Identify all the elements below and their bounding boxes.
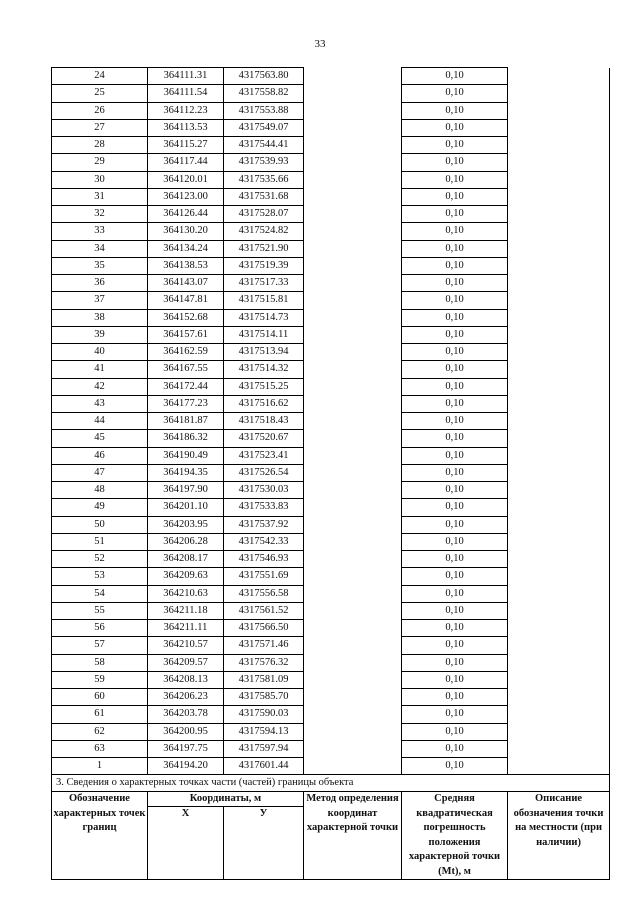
- method-cell: [304, 361, 402, 378]
- description-cell: [508, 637, 610, 654]
- point-number-cell: 30: [52, 171, 148, 188]
- method-cell: [304, 206, 402, 223]
- accuracy-cell: 0,10: [402, 119, 508, 136]
- x-coordinate-cell: 364123.00: [148, 188, 224, 205]
- point-number-cell: 40: [52, 344, 148, 361]
- description-cell: [508, 119, 610, 136]
- method-cell: [304, 499, 402, 516]
- point-number-cell: 43: [52, 395, 148, 412]
- accuracy-cell: 0,10: [402, 602, 508, 619]
- table-row: [52, 430, 610, 447]
- y-coordinate-cell: 4317546.93: [224, 551, 304, 568]
- y-coordinate-cell: 4317535.66: [224, 171, 304, 188]
- description-cell: [508, 171, 610, 188]
- y-coordinate-cell: 4317597.94: [224, 740, 304, 757]
- point-number-cell: 54: [52, 585, 148, 602]
- x-coordinate-cell: 364120.01: [148, 171, 224, 188]
- x-coordinate-cell: 364138.53: [148, 257, 224, 274]
- x-coordinate-cell: 364112.23: [148, 102, 224, 119]
- point-number-cell: 49: [52, 499, 148, 516]
- y-coordinate-cell: 4317581.09: [224, 671, 304, 688]
- point-number-cell: 39: [52, 326, 148, 343]
- method-cell: [304, 292, 402, 309]
- x-coordinate-cell: 364206.23: [148, 689, 224, 706]
- description-cell: [508, 585, 610, 602]
- description-cell: [508, 257, 610, 274]
- y-coordinate-cell: 4317518.43: [224, 413, 304, 430]
- accuracy-cell: 0,10: [402, 206, 508, 223]
- table-row: [52, 344, 610, 361]
- table-row: [52, 275, 610, 292]
- table-row: [52, 119, 610, 136]
- x-coordinate-cell: 364203.95: [148, 516, 224, 533]
- description-cell: [508, 516, 610, 533]
- section3-title: 3. Сведения о характерных точках части (частей) границы объекта: [52, 775, 610, 792]
- point-number-cell: 27: [52, 119, 148, 136]
- table-row: [52, 240, 610, 257]
- point-number-cell: 36: [52, 275, 148, 292]
- description-cell: [508, 464, 610, 481]
- accuracy-cell: 0,10: [402, 275, 508, 292]
- header-coordinates: Координаты, м: [148, 792, 304, 807]
- accuracy-cell: 0,10: [402, 533, 508, 550]
- header-point-designation: Обозначение характерных точек границ: [52, 792, 148, 880]
- header-method: Метод определения координат характерной точки: [304, 792, 402, 880]
- table-row: [52, 413, 610, 430]
- method-cell: [304, 102, 402, 119]
- description-cell: [508, 275, 610, 292]
- y-coordinate-cell: 4317516.62: [224, 395, 304, 412]
- point-number-cell: 32: [52, 206, 148, 223]
- y-coordinate-cell: 4317519.39: [224, 257, 304, 274]
- y-coordinate-cell: 4317517.33: [224, 275, 304, 292]
- method-cell: [304, 533, 402, 550]
- table-row: [52, 602, 610, 619]
- point-number-cell: 53: [52, 568, 148, 585]
- method-cell: [304, 637, 402, 654]
- accuracy-cell: 0,10: [402, 171, 508, 188]
- description-cell: [508, 758, 610, 775]
- accuracy-cell: 0,10: [402, 154, 508, 171]
- page-number: 33: [314, 38, 326, 50]
- table-row: [52, 689, 610, 706]
- method-cell: [304, 430, 402, 447]
- description-cell: [508, 206, 610, 223]
- accuracy-cell: 0,10: [402, 551, 508, 568]
- method-cell: [304, 188, 402, 205]
- accuracy-cell: 0,10: [402, 740, 508, 757]
- y-coordinate-cell: 4317530.03: [224, 482, 304, 499]
- description-cell: [508, 447, 610, 464]
- accuracy-cell: 0,10: [402, 378, 508, 395]
- x-coordinate-cell: 364113.53: [148, 119, 224, 136]
- x-coordinate-cell: 364181.87: [148, 413, 224, 430]
- accuracy-cell: 0,10: [402, 706, 508, 723]
- accuracy-cell: 0,10: [402, 499, 508, 516]
- x-coordinate-cell: 364211.18: [148, 602, 224, 619]
- description-cell: [508, 223, 610, 240]
- accuracy-cell: 0,10: [402, 637, 508, 654]
- accuracy-cell: 0,10: [402, 85, 508, 102]
- accuracy-cell: 0,10: [402, 240, 508, 257]
- description-cell: [508, 689, 610, 706]
- table-row: [52, 257, 610, 274]
- method-cell: [304, 309, 402, 326]
- y-coordinate-cell: 4317544.41: [224, 137, 304, 154]
- table-row: [52, 516, 610, 533]
- y-coordinate-cell: 4317514.11: [224, 326, 304, 343]
- x-coordinate-cell: 364208.17: [148, 551, 224, 568]
- accuracy-cell: 0,10: [402, 464, 508, 481]
- accuracy-cell: 0,10: [402, 326, 508, 343]
- accuracy-cell: 0,10: [402, 568, 508, 585]
- method-cell: [304, 137, 402, 154]
- point-number-cell: 1: [52, 758, 148, 775]
- method-cell: [304, 223, 402, 240]
- accuracy-cell: 0,10: [402, 257, 508, 274]
- x-coordinate-cell: 364206.28: [148, 533, 224, 550]
- method-cell: [304, 240, 402, 257]
- table-row: [52, 482, 610, 499]
- y-coordinate-cell: 4317520.67: [224, 430, 304, 447]
- method-cell: [304, 740, 402, 757]
- point-number-cell: 57: [52, 637, 148, 654]
- point-number-cell: 62: [52, 723, 148, 740]
- y-coordinate-cell: 4317576.32: [224, 654, 304, 671]
- method-cell: [304, 378, 402, 395]
- point-number-cell: 26: [52, 102, 148, 119]
- table-row: [52, 620, 610, 637]
- point-number-cell: 59: [52, 671, 148, 688]
- x-coordinate-cell: 364130.20: [148, 223, 224, 240]
- x-coordinate-cell: 364134.24: [148, 240, 224, 257]
- y-coordinate-cell: 4317524.82: [224, 223, 304, 240]
- y-coordinate-cell: 4317549.07: [224, 119, 304, 136]
- y-coordinate-cell: 4317556.58: [224, 585, 304, 602]
- accuracy-cell: 0,10: [402, 482, 508, 499]
- table-row: [52, 223, 610, 240]
- accuracy-cell: 0,10: [402, 344, 508, 361]
- x-coordinate-cell: 364194.20: [148, 758, 224, 775]
- method-cell: [304, 602, 402, 619]
- description-cell: [508, 326, 610, 343]
- x-coordinate-cell: 364117.44: [148, 154, 224, 171]
- x-coordinate-cell: 364172.44: [148, 378, 224, 395]
- accuracy-cell: 0,10: [402, 188, 508, 205]
- x-coordinate-cell: 364210.63: [148, 585, 224, 602]
- header-x: X: [148, 807, 224, 880]
- accuracy-cell: 0,10: [402, 689, 508, 706]
- description-cell: [508, 654, 610, 671]
- point-number-cell: 45: [52, 430, 148, 447]
- point-number-cell: 41: [52, 361, 148, 378]
- point-number-cell: 29: [52, 154, 148, 171]
- method-cell: [304, 482, 402, 499]
- accuracy-cell: 0,10: [402, 654, 508, 671]
- y-coordinate-cell: 4317515.25: [224, 378, 304, 395]
- table-row: [52, 326, 610, 343]
- description-cell: [508, 533, 610, 550]
- accuracy-cell: 0,10: [402, 430, 508, 447]
- accuracy-cell: 0,10: [402, 292, 508, 309]
- x-coordinate-cell: 364157.61: [148, 326, 224, 343]
- accuracy-cell: 0,10: [402, 137, 508, 154]
- y-coordinate-cell: 4317526.54: [224, 464, 304, 481]
- description-cell: [508, 102, 610, 119]
- point-number-cell: 44: [52, 413, 148, 430]
- x-coordinate-cell: 364200.95: [148, 723, 224, 740]
- point-number-cell: 52: [52, 551, 148, 568]
- description-cell: [508, 413, 610, 430]
- point-number-cell: 35: [52, 257, 148, 274]
- description-cell: [508, 240, 610, 257]
- point-number-cell: 55: [52, 602, 148, 619]
- description-cell: [508, 430, 610, 447]
- point-number-cell: 50: [52, 516, 148, 533]
- accuracy-cell: 0,10: [402, 102, 508, 119]
- method-cell: [304, 551, 402, 568]
- y-coordinate-cell: 4317514.73: [224, 309, 304, 326]
- method-cell: [304, 758, 402, 775]
- description-cell: [508, 68, 610, 85]
- table-row: [52, 585, 610, 602]
- y-coordinate-cell: 4317561.52: [224, 602, 304, 619]
- x-coordinate-cell: 364147.81: [148, 292, 224, 309]
- y-coordinate-cell: 4317571.46: [224, 637, 304, 654]
- method-cell: [304, 275, 402, 292]
- accuracy-cell: 0,10: [402, 413, 508, 430]
- x-coordinate-cell: 364209.57: [148, 654, 224, 671]
- description-cell: [508, 568, 610, 585]
- x-coordinate-cell: 364152.68: [148, 309, 224, 326]
- point-number-cell: 48: [52, 482, 148, 499]
- y-coordinate-cell: 4317539.93: [224, 154, 304, 171]
- point-number-cell: 37: [52, 292, 148, 309]
- point-number-cell: 28: [52, 137, 148, 154]
- accuracy-cell: 0,10: [402, 585, 508, 602]
- y-coordinate-cell: 4317553.88: [224, 102, 304, 119]
- accuracy-cell: 0,10: [402, 723, 508, 740]
- table-row: [52, 206, 610, 223]
- coordinates-table: [51, 67, 610, 775]
- table-row: [52, 137, 610, 154]
- accuracy-cell: 0,10: [402, 620, 508, 637]
- method-cell: [304, 706, 402, 723]
- y-coordinate-cell: 4317523.41: [224, 447, 304, 464]
- y-coordinate-cell: 4317514.32: [224, 361, 304, 378]
- table-row: [52, 188, 610, 205]
- point-number-cell: 58: [52, 654, 148, 671]
- point-number-cell: 61: [52, 706, 148, 723]
- header-description: Описание обозначения точки на местности (при наличии): [508, 792, 610, 880]
- method-cell: [304, 516, 402, 533]
- y-coordinate-cell: 4317533.83: [224, 499, 304, 516]
- description-cell: [508, 309, 610, 326]
- table-row: [52, 154, 610, 171]
- method-cell: [304, 171, 402, 188]
- section3-table: [51, 774, 610, 880]
- x-coordinate-cell: 364209.63: [148, 568, 224, 585]
- accuracy-cell: 0,10: [402, 671, 508, 688]
- x-coordinate-cell: 364162.59: [148, 344, 224, 361]
- table-row: [52, 671, 610, 688]
- description-cell: [508, 602, 610, 619]
- x-coordinate-cell: 364190.49: [148, 447, 224, 464]
- table-row: [52, 533, 610, 550]
- accuracy-cell: 0,10: [402, 395, 508, 412]
- x-coordinate-cell: 364208.13: [148, 671, 224, 688]
- method-cell: [304, 413, 402, 430]
- table-row: [52, 85, 610, 102]
- description-cell: [508, 706, 610, 723]
- table-row: [52, 464, 610, 481]
- table-row: [52, 568, 610, 585]
- coordinates-table-body: [52, 68, 610, 775]
- method-cell: [304, 654, 402, 671]
- method-cell: [304, 257, 402, 274]
- description-cell: [508, 740, 610, 757]
- point-number-cell: 25: [52, 85, 148, 102]
- table-row: [52, 499, 610, 516]
- description-cell: [508, 85, 610, 102]
- x-coordinate-cell: 364197.90: [148, 482, 224, 499]
- x-coordinate-cell: 364201.10: [148, 499, 224, 516]
- table-row: [52, 723, 610, 740]
- x-coordinate-cell: 364111.54: [148, 85, 224, 102]
- table-row: [52, 68, 610, 85]
- y-coordinate-cell: 4317551.69: [224, 568, 304, 585]
- method-cell: [304, 68, 402, 85]
- method-cell: [304, 723, 402, 740]
- y-coordinate-cell: 4317542.33: [224, 533, 304, 550]
- description-cell: [508, 361, 610, 378]
- x-coordinate-cell: 364115.27: [148, 137, 224, 154]
- y-coordinate-cell: 4317531.68: [224, 188, 304, 205]
- table-row: [52, 378, 610, 395]
- accuracy-cell: 0,10: [402, 223, 508, 240]
- table-row: [52, 292, 610, 309]
- x-coordinate-cell: 364197.75: [148, 740, 224, 757]
- table-row: [52, 740, 610, 757]
- point-number-cell: 33: [52, 223, 148, 240]
- method-cell: [304, 85, 402, 102]
- table-row: [52, 102, 610, 119]
- table-row: [52, 637, 610, 654]
- point-number-cell: 56: [52, 620, 148, 637]
- method-cell: [304, 447, 402, 464]
- y-coordinate-cell: 4317515.81: [224, 292, 304, 309]
- point-number-cell: 38: [52, 309, 148, 326]
- table-row: [52, 447, 610, 464]
- x-coordinate-cell: 364210.57: [148, 637, 224, 654]
- x-coordinate-cell: 364211.11: [148, 620, 224, 637]
- x-coordinate-cell: 364177.23: [148, 395, 224, 412]
- description-cell: [508, 723, 610, 740]
- x-coordinate-cell: 364143.07: [148, 275, 224, 292]
- table-row: [52, 654, 610, 671]
- description-cell: [508, 499, 610, 516]
- point-number-cell: 63: [52, 740, 148, 757]
- accuracy-cell: 0,10: [402, 309, 508, 326]
- description-cell: [508, 671, 610, 688]
- y-coordinate-cell: 4317590.03: [224, 706, 304, 723]
- point-number-cell: 42: [52, 378, 148, 395]
- description-cell: [508, 482, 610, 499]
- accuracy-cell: 0,10: [402, 361, 508, 378]
- description-cell: [508, 137, 610, 154]
- x-coordinate-cell: 364194.35: [148, 464, 224, 481]
- point-number-cell: 51: [52, 533, 148, 550]
- point-number-cell: 60: [52, 689, 148, 706]
- description-cell: [508, 378, 610, 395]
- point-number-cell: 24: [52, 68, 148, 85]
- method-cell: [304, 464, 402, 481]
- point-number-cell: 34: [52, 240, 148, 257]
- accuracy-cell: 0,10: [402, 758, 508, 775]
- y-coordinate-cell: 4317521.90: [224, 240, 304, 257]
- table-row: [52, 309, 610, 326]
- accuracy-cell: 0,10: [402, 68, 508, 85]
- table-row: [52, 361, 610, 378]
- description-cell: [508, 154, 610, 171]
- table-row: [52, 551, 610, 568]
- x-coordinate-cell: 364186.32: [148, 430, 224, 447]
- description-cell: [508, 188, 610, 205]
- y-coordinate-cell: 4317563.80: [224, 68, 304, 85]
- y-coordinate-cell: 4317601.44: [224, 758, 304, 775]
- method-cell: [304, 119, 402, 136]
- x-coordinate-cell: 364111.31: [148, 68, 224, 85]
- header-accuracy: Средняя квадратическая погрешность положения характерной точки (Mt), м: [402, 792, 508, 880]
- point-number-cell: 47: [52, 464, 148, 481]
- accuracy-cell: 0,10: [402, 447, 508, 464]
- table-row: [52, 171, 610, 188]
- method-cell: [304, 344, 402, 361]
- description-cell: [508, 620, 610, 637]
- x-coordinate-cell: 364203.78: [148, 706, 224, 723]
- y-coordinate-cell: 4317566.50: [224, 620, 304, 637]
- table-row: [52, 395, 610, 412]
- y-coordinate-cell: 4317594.13: [224, 723, 304, 740]
- description-cell: [508, 344, 610, 361]
- y-coordinate-cell: 4317528.07: [224, 206, 304, 223]
- point-number-cell: 31: [52, 188, 148, 205]
- method-cell: [304, 326, 402, 343]
- method-cell: [304, 689, 402, 706]
- method-cell: [304, 585, 402, 602]
- point-number-cell: 46: [52, 447, 148, 464]
- table-row: [52, 758, 610, 775]
- x-coordinate-cell: 364126.44: [148, 206, 224, 223]
- y-coordinate-cell: 4317558.82: [224, 85, 304, 102]
- method-cell: [304, 154, 402, 171]
- method-cell: [304, 395, 402, 412]
- header-y: У: [224, 807, 304, 880]
- table-row: [52, 706, 610, 723]
- description-cell: [508, 395, 610, 412]
- method-cell: [304, 671, 402, 688]
- method-cell: [304, 568, 402, 585]
- y-coordinate-cell: 4317513.94: [224, 344, 304, 361]
- x-coordinate-cell: 364167.55: [148, 361, 224, 378]
- y-coordinate-cell: 4317537.92: [224, 516, 304, 533]
- description-cell: [508, 551, 610, 568]
- accuracy-cell: 0,10: [402, 516, 508, 533]
- method-cell: [304, 620, 402, 637]
- y-coordinate-cell: 4317585.70: [224, 689, 304, 706]
- description-cell: [508, 292, 610, 309]
